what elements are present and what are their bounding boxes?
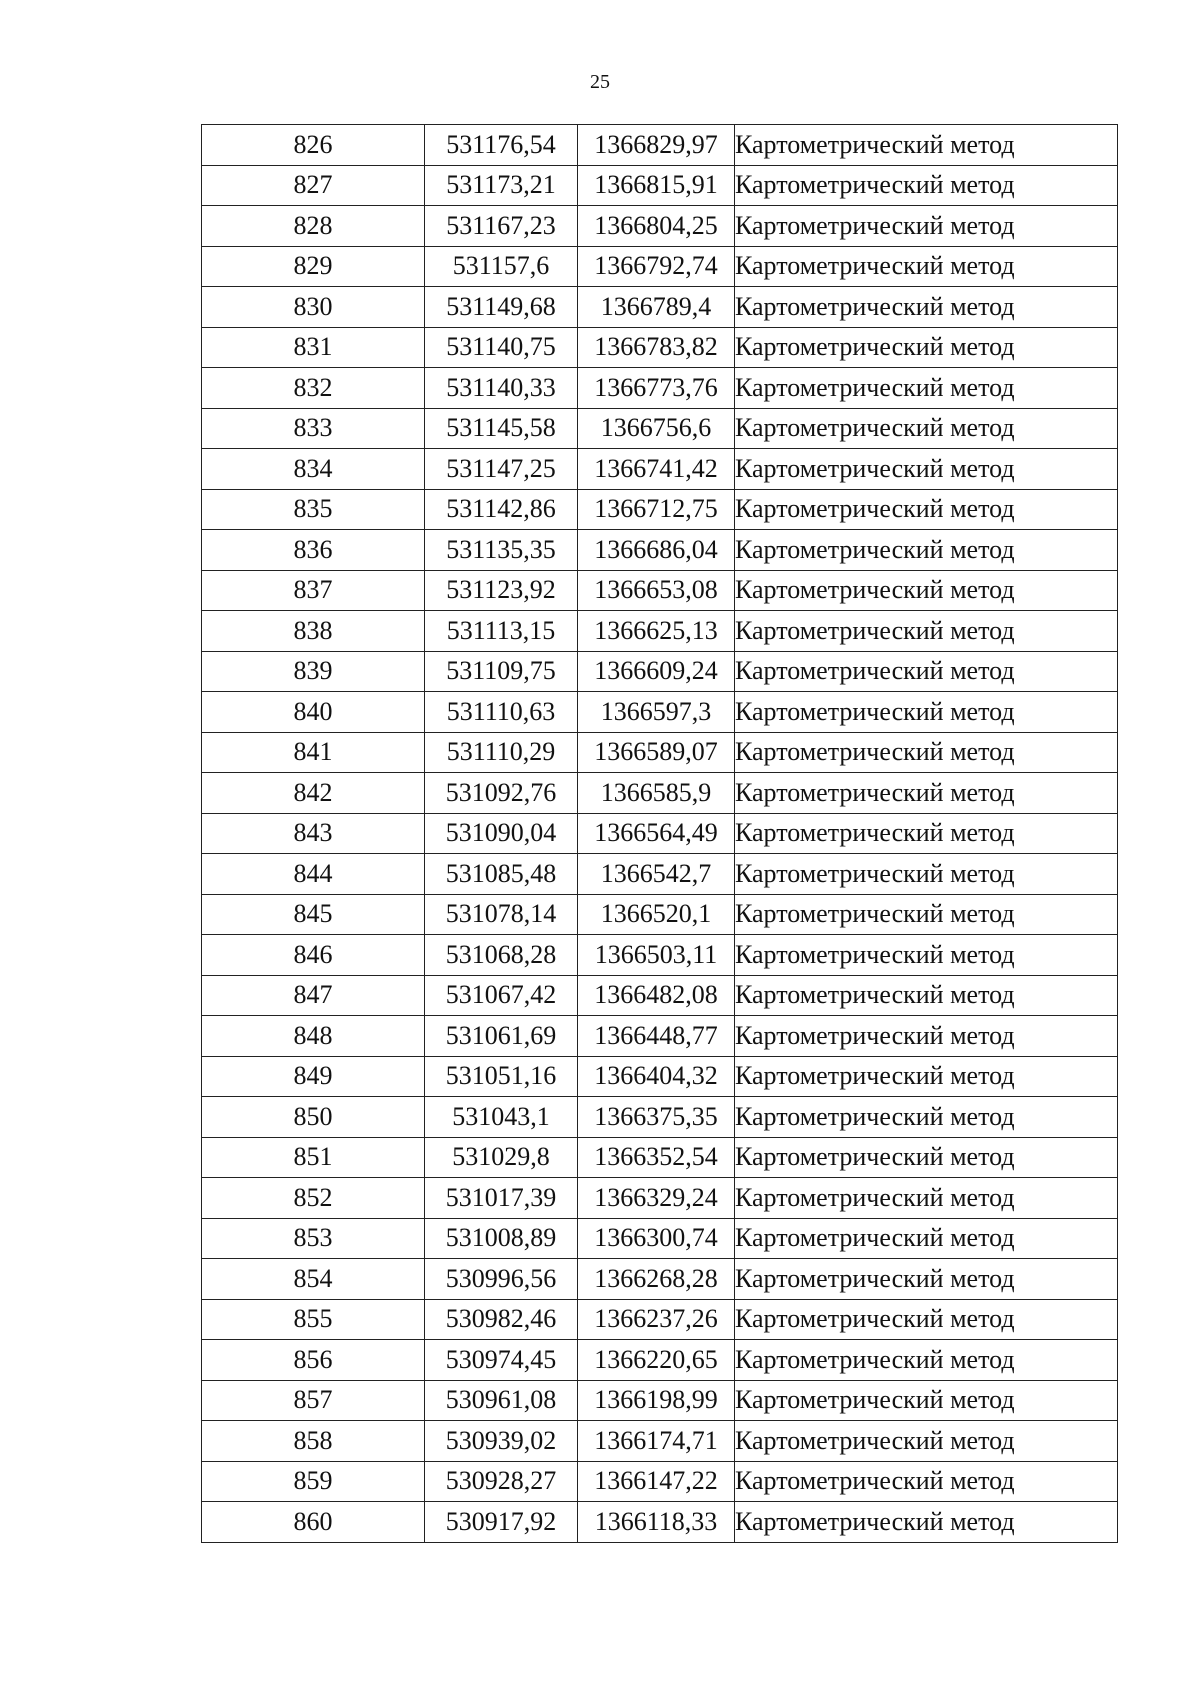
x-coordinate-cell: 531092,76 xyxy=(425,773,578,814)
y-coordinate-cell: 1366589,07 xyxy=(578,732,735,773)
table-row xyxy=(202,1502,1118,1543)
x-coordinate-cell: 531157,6 xyxy=(425,246,578,287)
table-row xyxy=(202,651,1118,692)
point-number-cell: 855 xyxy=(202,1299,425,1340)
method-cell: Картометрический метод xyxy=(735,1502,1118,1543)
point-number-cell: 828 xyxy=(202,206,425,247)
table-row xyxy=(202,1218,1118,1259)
x-coordinate-cell: 531043,1 xyxy=(425,1097,578,1138)
x-coordinate-cell: 530917,92 xyxy=(425,1502,578,1543)
x-coordinate-cell: 530961,08 xyxy=(425,1380,578,1421)
point-number-cell: 856 xyxy=(202,1340,425,1381)
table-row xyxy=(202,1178,1118,1219)
method-cell: Картометрический метод xyxy=(735,1380,1118,1421)
x-coordinate-cell: 531110,29 xyxy=(425,732,578,773)
point-number-cell: 846 xyxy=(202,935,425,976)
y-coordinate-cell: 1366829,97 xyxy=(578,125,735,166)
method-cell: Картометрический метод xyxy=(735,894,1118,935)
x-coordinate-cell: 531123,92 xyxy=(425,570,578,611)
x-coordinate-cell: 531085,48 xyxy=(425,854,578,895)
y-coordinate-cell: 1366118,33 xyxy=(578,1502,735,1543)
x-coordinate-cell: 531078,14 xyxy=(425,894,578,935)
method-cell: Картометрический метод xyxy=(735,1340,1118,1381)
method-cell: Картометрический метод xyxy=(735,489,1118,530)
x-coordinate-cell: 531008,89 xyxy=(425,1218,578,1259)
method-cell: Картометрический метод xyxy=(735,206,1118,247)
table-row xyxy=(202,1461,1118,1502)
method-cell: Картометрический метод xyxy=(735,570,1118,611)
point-number-cell: 840 xyxy=(202,692,425,733)
y-coordinate-cell: 1366625,13 xyxy=(578,611,735,652)
y-coordinate-cell: 1366773,76 xyxy=(578,368,735,409)
table-row xyxy=(202,287,1118,328)
table-row xyxy=(202,854,1118,895)
table-row xyxy=(202,1259,1118,1300)
method-cell: Картометрический метод xyxy=(735,854,1118,895)
x-coordinate-cell: 531061,69 xyxy=(425,1016,578,1057)
x-coordinate-cell: 531051,16 xyxy=(425,1056,578,1097)
x-coordinate-cell: 531142,86 xyxy=(425,489,578,530)
y-coordinate-cell: 1366789,4 xyxy=(578,287,735,328)
x-coordinate-cell: 531167,23 xyxy=(425,206,578,247)
point-number-cell: 850 xyxy=(202,1097,425,1138)
point-number-cell: 839 xyxy=(202,651,425,692)
table-row xyxy=(202,489,1118,530)
y-coordinate-cell: 1366756,6 xyxy=(578,408,735,449)
y-coordinate-cell: 1366237,26 xyxy=(578,1299,735,1340)
point-number-cell: 857 xyxy=(202,1380,425,1421)
table-row xyxy=(202,327,1118,368)
y-coordinate-cell: 1366741,42 xyxy=(578,449,735,490)
point-number-cell: 831 xyxy=(202,327,425,368)
method-cell: Картометрический метод xyxy=(735,732,1118,773)
x-coordinate-cell: 531090,04 xyxy=(425,813,578,854)
method-cell: Картометрический метод xyxy=(735,125,1118,166)
point-number-cell: 836 xyxy=(202,530,425,571)
method-cell: Картометрический метод xyxy=(735,1016,1118,1057)
y-coordinate-cell: 1366686,04 xyxy=(578,530,735,571)
point-number-cell: 830 xyxy=(202,287,425,328)
method-cell: Картометрический метод xyxy=(735,246,1118,287)
y-coordinate-cell: 1366815,91 xyxy=(578,165,735,206)
table-row xyxy=(202,1056,1118,1097)
point-number-cell: 852 xyxy=(202,1178,425,1219)
table-row xyxy=(202,368,1118,409)
table-row xyxy=(202,530,1118,571)
method-cell: Картометрический метод xyxy=(735,530,1118,571)
method-cell: Картометрический метод xyxy=(735,935,1118,976)
y-coordinate-cell: 1366503,11 xyxy=(578,935,735,976)
point-number-cell: 833 xyxy=(202,408,425,449)
table-row xyxy=(202,732,1118,773)
table-row xyxy=(202,813,1118,854)
y-coordinate-cell: 1366712,75 xyxy=(578,489,735,530)
point-number-cell: 860 xyxy=(202,1502,425,1543)
point-number-cell: 842 xyxy=(202,773,425,814)
x-coordinate-cell: 530996,56 xyxy=(425,1259,578,1300)
x-coordinate-cell: 530982,46 xyxy=(425,1299,578,1340)
point-number-cell: 841 xyxy=(202,732,425,773)
method-cell: Картометрический метод xyxy=(735,1218,1118,1259)
coordinates-table xyxy=(201,124,1118,1543)
point-number-cell: 845 xyxy=(202,894,425,935)
y-coordinate-cell: 1366792,74 xyxy=(578,246,735,287)
y-coordinate-cell: 1366653,08 xyxy=(578,570,735,611)
y-coordinate-cell: 1366375,35 xyxy=(578,1097,735,1138)
table-row xyxy=(202,449,1118,490)
table-row xyxy=(202,1097,1118,1138)
coordinates-table-body xyxy=(202,125,1118,1543)
table-row xyxy=(202,246,1118,287)
method-cell: Картометрический метод xyxy=(735,773,1118,814)
point-number-cell: 858 xyxy=(202,1421,425,1462)
method-cell: Картометрический метод xyxy=(735,651,1118,692)
point-number-cell: 838 xyxy=(202,611,425,652)
point-number-cell: 853 xyxy=(202,1218,425,1259)
table-row xyxy=(202,935,1118,976)
x-coordinate-cell: 530928,27 xyxy=(425,1461,578,1502)
y-coordinate-cell: 1366220,65 xyxy=(578,1340,735,1381)
x-coordinate-cell: 530974,45 xyxy=(425,1340,578,1381)
y-coordinate-cell: 1366482,08 xyxy=(578,975,735,1016)
y-coordinate-cell: 1366198,99 xyxy=(578,1380,735,1421)
point-number-cell: 849 xyxy=(202,1056,425,1097)
point-number-cell: 834 xyxy=(202,449,425,490)
table-row xyxy=(202,165,1118,206)
method-cell: Картометрический метод xyxy=(735,287,1118,328)
table-row xyxy=(202,692,1118,733)
x-coordinate-cell: 531068,28 xyxy=(425,935,578,976)
point-number-cell: 827 xyxy=(202,165,425,206)
y-coordinate-cell: 1366404,32 xyxy=(578,1056,735,1097)
table-row xyxy=(202,975,1118,1016)
method-cell: Картометрический метод xyxy=(735,1421,1118,1462)
y-coordinate-cell: 1366597,3 xyxy=(578,692,735,733)
x-coordinate-cell: 531113,15 xyxy=(425,611,578,652)
x-coordinate-cell: 531110,63 xyxy=(425,692,578,733)
x-coordinate-cell: 531135,35 xyxy=(425,530,578,571)
y-coordinate-cell: 1366783,82 xyxy=(578,327,735,368)
x-coordinate-cell: 531149,68 xyxy=(425,287,578,328)
method-cell: Картометрический метод xyxy=(735,1259,1118,1300)
table-row xyxy=(202,570,1118,611)
table-row xyxy=(202,1137,1118,1178)
point-number-cell: 848 xyxy=(202,1016,425,1057)
x-coordinate-cell: 531147,25 xyxy=(425,449,578,490)
x-coordinate-cell: 531176,54 xyxy=(425,125,578,166)
x-coordinate-cell: 531109,75 xyxy=(425,651,578,692)
method-cell: Картометрический метод xyxy=(735,813,1118,854)
method-cell: Картометрический метод xyxy=(735,449,1118,490)
method-cell: Картометрический метод xyxy=(735,975,1118,1016)
y-coordinate-cell: 1366352,54 xyxy=(578,1137,735,1178)
table-row xyxy=(202,894,1118,935)
point-number-cell: 843 xyxy=(202,813,425,854)
y-coordinate-cell: 1366804,25 xyxy=(578,206,735,247)
point-number-cell: 851 xyxy=(202,1137,425,1178)
y-coordinate-cell: 1366300,74 xyxy=(578,1218,735,1259)
point-number-cell: 826 xyxy=(202,125,425,166)
point-number-cell: 859 xyxy=(202,1461,425,1502)
point-number-cell: 835 xyxy=(202,489,425,530)
table-row xyxy=(202,1299,1118,1340)
x-coordinate-cell: 531145,58 xyxy=(425,408,578,449)
table-row xyxy=(202,125,1118,166)
y-coordinate-cell: 1366329,24 xyxy=(578,1178,735,1219)
table-row xyxy=(202,611,1118,652)
point-number-cell: 844 xyxy=(202,854,425,895)
x-coordinate-cell: 531017,39 xyxy=(425,1178,578,1219)
y-coordinate-cell: 1366174,71 xyxy=(578,1421,735,1462)
table-row xyxy=(202,1340,1118,1381)
point-number-cell: 847 xyxy=(202,975,425,1016)
method-cell: Картометрический метод xyxy=(735,327,1118,368)
point-number-cell: 829 xyxy=(202,246,425,287)
page-number: 25 xyxy=(590,71,610,93)
x-coordinate-cell: 531140,33 xyxy=(425,368,578,409)
y-coordinate-cell: 1366542,7 xyxy=(578,854,735,895)
method-cell: Картометрический метод xyxy=(735,1097,1118,1138)
y-coordinate-cell: 1366585,9 xyxy=(578,773,735,814)
y-coordinate-cell: 1366609,24 xyxy=(578,651,735,692)
point-number-cell: 837 xyxy=(202,570,425,611)
method-cell: Картометрический метод xyxy=(735,165,1118,206)
y-coordinate-cell: 1366564,49 xyxy=(578,813,735,854)
method-cell: Картометрический метод xyxy=(735,408,1118,449)
method-cell: Картометрический метод xyxy=(735,1056,1118,1097)
y-coordinate-cell: 1366147,22 xyxy=(578,1461,735,1502)
method-cell: Картометрический метод xyxy=(735,1178,1118,1219)
table-row xyxy=(202,1421,1118,1462)
table-row xyxy=(202,773,1118,814)
y-coordinate-cell: 1366520,1 xyxy=(578,894,735,935)
table-row xyxy=(202,206,1118,247)
x-coordinate-cell: 531140,75 xyxy=(425,327,578,368)
point-number-cell: 832 xyxy=(202,368,425,409)
point-number-cell: 854 xyxy=(202,1259,425,1300)
x-coordinate-cell: 531173,21 xyxy=(425,165,578,206)
method-cell: Картометрический метод xyxy=(735,1137,1118,1178)
x-coordinate-cell: 530939,02 xyxy=(425,1421,578,1462)
method-cell: Картометрический метод xyxy=(735,692,1118,733)
table-row xyxy=(202,1380,1118,1421)
table-row xyxy=(202,408,1118,449)
method-cell: Картометрический метод xyxy=(735,611,1118,652)
y-coordinate-cell: 1366268,28 xyxy=(578,1259,735,1300)
method-cell: Картометрический метод xyxy=(735,1299,1118,1340)
x-coordinate-cell: 531029,8 xyxy=(425,1137,578,1178)
table-row xyxy=(202,1016,1118,1057)
y-coordinate-cell: 1366448,77 xyxy=(578,1016,735,1057)
method-cell: Картометрический метод xyxy=(735,1461,1118,1502)
x-coordinate-cell: 531067,42 xyxy=(425,975,578,1016)
method-cell: Картометрический метод xyxy=(735,368,1118,409)
